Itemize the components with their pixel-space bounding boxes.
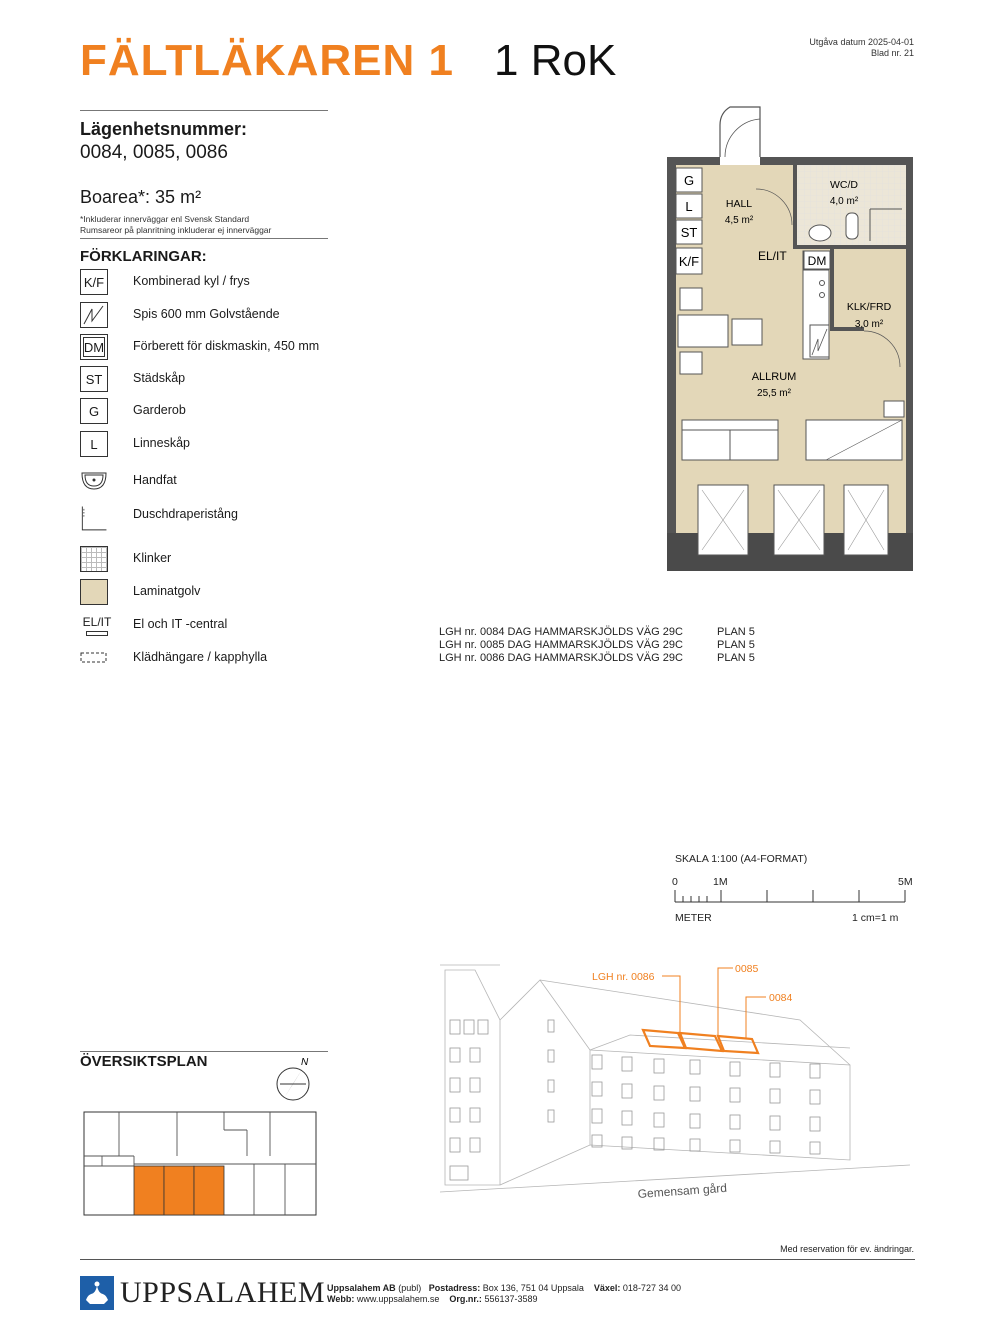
overview-plan bbox=[82, 1110, 320, 1220]
electrical-cabinet-icon bbox=[80, 612, 114, 638]
legend-label: Städskåp bbox=[133, 371, 186, 385]
legend-label: Laminatgolv bbox=[133, 584, 201, 598]
legend-item-tile bbox=[80, 546, 380, 576]
area-note bbox=[80, 214, 271, 236]
address-row: LGH nr. 0084 DAG HAMMARSKJÖLDS VÄG 29C PLAN 5 bbox=[439, 626, 755, 638]
room-living-name: ALLRUM bbox=[751, 371, 797, 383]
north-arrow-icon bbox=[270, 1054, 316, 1106]
room-living-area: 25,5 m² bbox=[757, 388, 791, 399]
building-elevation bbox=[440, 960, 920, 1210]
overview-divider bbox=[80, 1051, 328, 1052]
elit-symbol-text: EL/IT bbox=[82, 614, 112, 629]
apartment-leader-lines bbox=[662, 968, 766, 1038]
legend-label: Duschdraperistång bbox=[133, 507, 238, 521]
label-apartment-0084: 0084 bbox=[769, 992, 793, 1004]
room-hall-name: HALL bbox=[725, 198, 753, 210]
legend-item-kf bbox=[80, 269, 380, 299]
wardrobe-icon: G bbox=[80, 398, 108, 424]
sheet-number: Blad nr. 21 bbox=[870, 48, 914, 58]
apartment-number-label: Lägenhetsnummer: bbox=[80, 119, 248, 139]
legend-label: Garderob bbox=[133, 403, 186, 417]
legend-label: Förberett för diskmaskin, 450 mm bbox=[133, 339, 320, 353]
dishwasher-icon: DM bbox=[80, 334, 108, 360]
scale-zero: 0 bbox=[672, 876, 678, 888]
overview-highlighted-units bbox=[134, 1166, 224, 1215]
linen-cabinet-icon: L bbox=[80, 431, 108, 457]
room-wc-name: WC/D bbox=[830, 179, 858, 191]
legend-item-laminate bbox=[80, 579, 380, 609]
address-row: LGH nr. 0086 DAG HAMMARSKJÖLDS VÄG 29C PLAN 5 bbox=[439, 652, 755, 664]
cabinet-g-label: G bbox=[683, 173, 695, 188]
website-link[interactable]: www.uppsalahem.se bbox=[356, 1294, 440, 1304]
cabinet-kf-label: K/F bbox=[678, 254, 700, 269]
area-note-line2: Rumsareor på planritning inkluderar ej innerväggar bbox=[80, 225, 272, 235]
living-area: Boarea*: 35 m² bbox=[80, 187, 202, 207]
legend-label: Spis 600 mm Golvstående bbox=[133, 307, 280, 321]
room-wc-area: 4,0 m² bbox=[829, 196, 859, 207]
legend-item-sink bbox=[80, 468, 380, 498]
address-row: LGH nr. 0085 DAG HAMMARSKJÖLDS VÄG 29C PLAN 5 bbox=[439, 639, 755, 651]
label-apartment-0086: LGH nr. 0086 bbox=[592, 971, 655, 983]
issue-date: Utgåva datum 2025-04-01 bbox=[809, 37, 914, 47]
reservation-note: Med reservation för ev. ändringar. bbox=[780, 1244, 914, 1254]
legend-item-dishwasher bbox=[80, 334, 380, 364]
scale-bar bbox=[670, 888, 910, 908]
address-list bbox=[439, 626, 755, 665]
property-title: FÄLTLÄKAREN 1 bbox=[80, 36, 454, 85]
overview-heading: ÖVERSIKTSPLAN bbox=[80, 1053, 208, 1070]
stove-icon bbox=[80, 302, 108, 328]
legend-item-stove bbox=[80, 302, 380, 332]
brand-name: UPPSALAHEM bbox=[120, 1276, 326, 1309]
room-closet-name: KLK/FRD bbox=[846, 301, 892, 313]
north-label: N bbox=[301, 1057, 309, 1068]
legend-label: Kombinerad kyl / frys bbox=[133, 274, 250, 288]
area-note-line1: *Inkluderar innerväggar enl Svensk Standard bbox=[80, 214, 250, 224]
scale-five: 5M bbox=[898, 876, 913, 888]
sink-icon bbox=[80, 468, 108, 494]
coat-rack-icon bbox=[80, 645, 108, 671]
scale-unit: METER bbox=[675, 912, 712, 924]
uppsalahem-logo-icon bbox=[80, 1276, 114, 1310]
legend-item-wardrobe bbox=[80, 398, 380, 428]
legend-label: Klädhängare / kapphylla bbox=[133, 650, 268, 664]
legend-heading: FÖRKLARINGAR: bbox=[80, 248, 207, 265]
room-hall-area: 4,5 m² bbox=[724, 215, 754, 226]
legend-label: Linneskåp bbox=[133, 436, 190, 450]
dm-label: DM bbox=[807, 254, 827, 268]
scale-ratio: 1 cm=1 m bbox=[852, 912, 899, 924]
legend-label: Handfat bbox=[133, 473, 177, 487]
legend-label: El och IT -central bbox=[133, 617, 228, 631]
cabinet-st-label: ST bbox=[680, 225, 698, 240]
building-windows bbox=[450, 1020, 820, 1180]
label-apartment-0085: 0085 bbox=[735, 963, 759, 975]
floor-plan bbox=[660, 105, 920, 580]
info-divider bbox=[80, 238, 328, 239]
legend-item-shower-rod bbox=[80, 502, 380, 532]
legend-item-coat-rack bbox=[80, 645, 380, 675]
tile-swatch-icon bbox=[80, 546, 108, 572]
legend-label: Klinker bbox=[133, 551, 172, 565]
company-line2: Webb: www.uppsalahem.se Org.nr.: 556137-3589 bbox=[327, 1294, 538, 1304]
apartment-numbers: 0084, 0085, 0086 bbox=[80, 142, 228, 163]
fridge-freezer-icon: K/F bbox=[80, 269, 108, 295]
company-info bbox=[327, 1283, 681, 1305]
header-divider bbox=[80, 110, 328, 111]
legend-item-cleaning-cabinet bbox=[80, 366, 380, 396]
laminate-swatch-icon bbox=[80, 579, 108, 605]
scale-title: SKALA 1:100 (A4-FORMAT) bbox=[675, 853, 808, 865]
cabinet-l-label: L bbox=[685, 199, 693, 214]
cleaning-cabinet-icon: ST bbox=[80, 366, 108, 392]
issue-info bbox=[809, 37, 914, 59]
company-line1: Uppsalahem AB (publ) Postadress: Box 136, 751 04 Uppsala Växel: 018-727 34 00 bbox=[327, 1283, 681, 1293]
elit-symbol-box bbox=[86, 631, 108, 636]
scale-one: 1M bbox=[713, 876, 728, 888]
elit-label: EL/IT bbox=[758, 249, 787, 263]
yard-label: Gemensam gård bbox=[637, 1180, 728, 1201]
legend-item-elit bbox=[80, 612, 380, 642]
room-closet-area: 3,0 m² bbox=[854, 319, 884, 330]
shower-rod-icon bbox=[80, 502, 108, 536]
footer-divider bbox=[80, 1259, 915, 1260]
legend-item-linen-cabinet bbox=[80, 431, 380, 461]
apartment-type: 1 RoK bbox=[494, 36, 617, 85]
